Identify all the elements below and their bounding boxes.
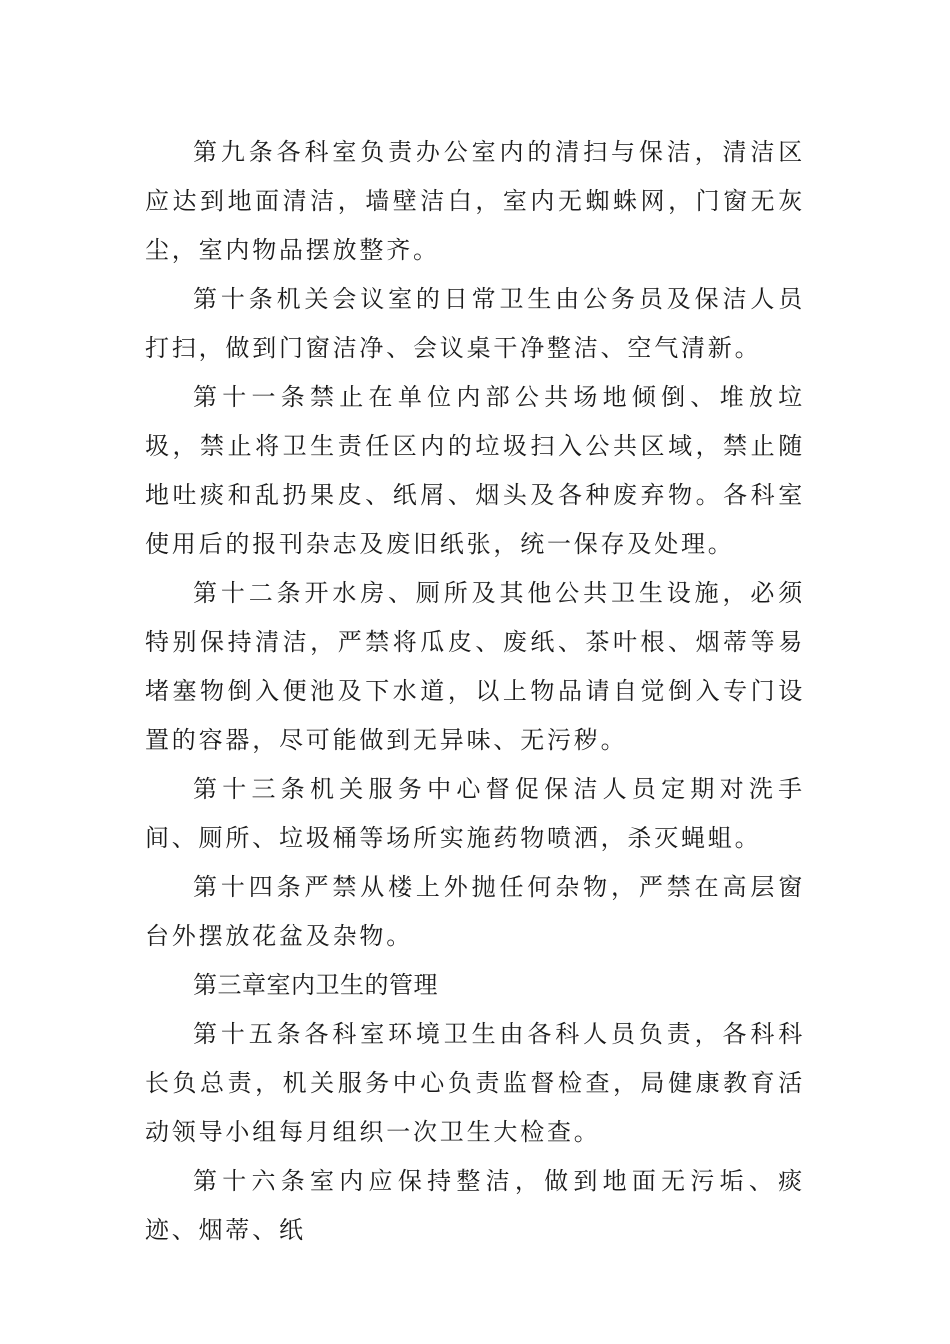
article-12-paragraph: 第十二条开水房、厕所及其他公共卫生设施，必须特别保持清洁，严禁将瓜皮、废纸、茶叶根、烟蒂等易堵塞物倒入便池及下水道，以上物品请自觉倒入专门设置的容器，尽可能做到无异味、无污秽。 xyxy=(145,579,805,754)
article-9-paragraph: 第九条各科室负责办公室内的清扫与保洁，清洁区应达到地面清洁，墙壁洁白，室内无蜘蛛网，门窗无灰尘，室内物品摆放整齐。 xyxy=(145,138,805,264)
article-14-paragraph: 第十四条严禁从楼上外抛任何杂物，严禁在高层窗台外摆放花盆及杂物。 xyxy=(145,873,805,950)
document-body xyxy=(145,128,805,1255)
article-16-paragraph: 第十六条室内应保持整洁，做到地面无污垢、痰迹、烟蒂、纸 xyxy=(145,1167,805,1244)
article-11-paragraph: 第十一条禁止在单位内部公共场地倾倒、堆放垃圾，禁止将卫生责任区内的垃圾扫入公共区域，禁止随地吐痰和乱扔果皮、纸屑、烟头及各种废弃物。各科室使用后的报刊杂志及废旧纸张，统一保存及处理。 xyxy=(145,383,805,558)
chapter-3-heading: 第三章室内卫生的管理 xyxy=(193,971,438,999)
article-10-paragraph: 第十条机关会议室的日常卫生由公务员及保洁人员打扫，做到门窗洁净、会议桌干净整洁、空气清新。 xyxy=(145,285,805,362)
article-13-paragraph: 第十三条机关服务中心督促保洁人员定期对洗手间、厕所、垃圾桶等场所实施药物喷洒，杀灭蝇蛆。 xyxy=(145,775,805,852)
article-15-paragraph: 第十五条各科室环境卫生由各科人员负责，各科科长负总责，机关服务中心负责监督检查，局健康教育活动领导小组每月组织一次卫生大检查。 xyxy=(145,1020,805,1146)
